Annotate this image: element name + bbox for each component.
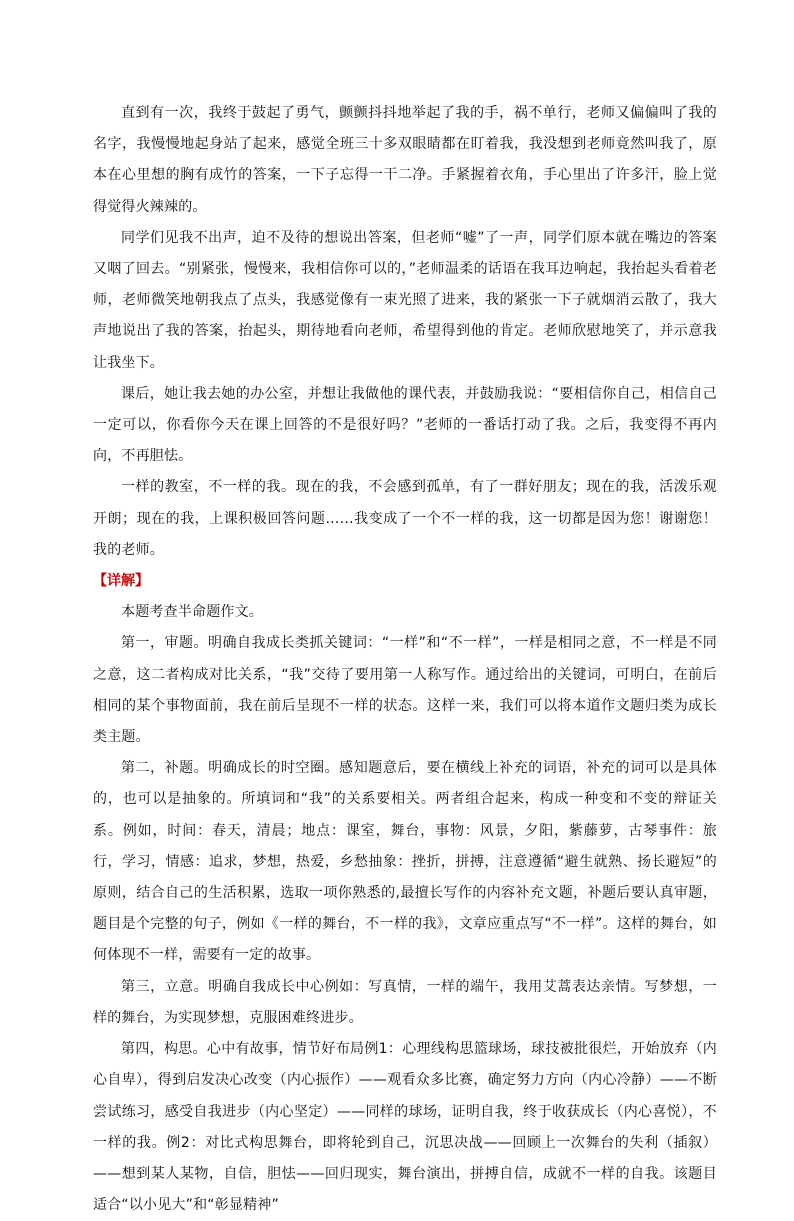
analysis-paragraph-2: 第一，审题。明确自我成长类抓关键词：“一样”和“不一样”，一样是相同之意，不一样是不同之意，这二者构成对比关系，“我”交待了要用第一人称写作。通过给出的关键词，可明白，在前后相同的某个事物面前，我在前后呈现不一样的状态。这样一来，我们可以将本道作文题归类为成长类主题。 xyxy=(93,635,717,746)
analysis-paragraph-3: 第二，补题。明确成长的时空圈。感知题意后，要在横线上补充的词语，补充的词可以是具体的，也可以是抽象的。所填词和“我”的关系要相关。两者组合起来，构成一种变和不变的辩证关系。例如，时间：春天，清晨；地点：课室，舞台，事物：风景，夕阳，紫藤萝，古琴事件：旅行，学习，情感：追求，梦想，热爱，乡愁抽象：挫折，拼搏，注意遵循“避生就熟、扬长避短”的原则，结合自己的生活积累，选取一项你熟悉的,最擅长写作的内容补充文题，补题后要认真审题，题目是个完整的句子，例如《一样的舞台，不一样的我》，文章应重点写“不一样”。这样的舞台，如何体现不一样，需要有一定的故事。 xyxy=(93,760,717,964)
analysis-heading: 【详解】 xyxy=(93,573,149,590)
analysis-paragraph-1: 本题考查半命题作文。 xyxy=(121,604,263,621)
story-paragraph-2: 同学们见我不出声，迫不及待的想说出答案，但老师“嘘”了一声，同学们原本就在嘴边的答案又咽了回去。“别紧张，慢慢来，我相信你可以的，”老师温柔的话语在我耳边响起，我抬起头看着老师，老师微笑地朝我点了点头，我感觉像有一束光照了进来，我的紧张一下子就烟消云散了，我大声地说出了我的答案，抬起头，期待地看向老师，希望得到他的肯定。老师欣慰地笑了，并示意我让我坐下。 xyxy=(93,229,717,371)
story-paragraph-1: 直到有一次，我终于鼓起了勇气，颤颤抖抖地举起了我的手，祸不单行，老师又偏偏叫了我的名字，我慢慢地起身站了起来，感觉全班三十多双眼睛都在盯着我，我没想到老师竟然叫我了，原本在心里想的胸有成竹的答案，一下子忘得一干二净。手紧握着衣角，手心里出了许多汗，脸上觉得觉得火辣辣的。 xyxy=(93,105,717,215)
analysis-paragraph-5: 第四，构思。心中有故事，情节好布局例1：心理线构思篮球场，球技被批很烂，开始放弃（内心自卑），得到启发决心改变（内心振作）——观看众多比赛，确定努力方向（内心冷静）——不断尝试练习，感受自我进步（内心坚定）——同样的球场，证明自我，终于收获成长（内心喜悦），不一样的我。例2：对比式构思舞台，即将轮到自己，沉思决战——回顾上一次舞台的失利（插叙）——想到某人某物，自信，胆怯——回归现实，舞台演出，拼搏自信，成就不一样的自我。该题目适合“以小见大”和“彰显精神” xyxy=(93,1041,717,1214)
document-content xyxy=(93,98,717,1221)
story-paragraph-4: 一样的教室，不一样的我。现在的我，不会感到孤单，有了一群好朋友；现在的我，活泼乐观开朗；现在的我，上课积极回答问题……我变成了一个不一样的我，这一切都是因为您！谢谢您！我的老师。 xyxy=(93,479,717,558)
story-paragraph-3: 课后，她让我去她的办公室，并想让我做他的课代表，并鼓励我说：“要相信你自己，相信自己一定可以，你看你今天在课上回答的不是很好吗？”老师的一番话打动了我。之后，我变得不再内向，不再胆怯。 xyxy=(93,385,717,465)
analysis-paragraph-4: 第三，立意。明确自我成长中心例如：写真情，一样的端午，我用艾蒿表达亲情。写梦想，一样的舞台，为实现梦想，克服困难终进步。 xyxy=(93,978,717,1026)
